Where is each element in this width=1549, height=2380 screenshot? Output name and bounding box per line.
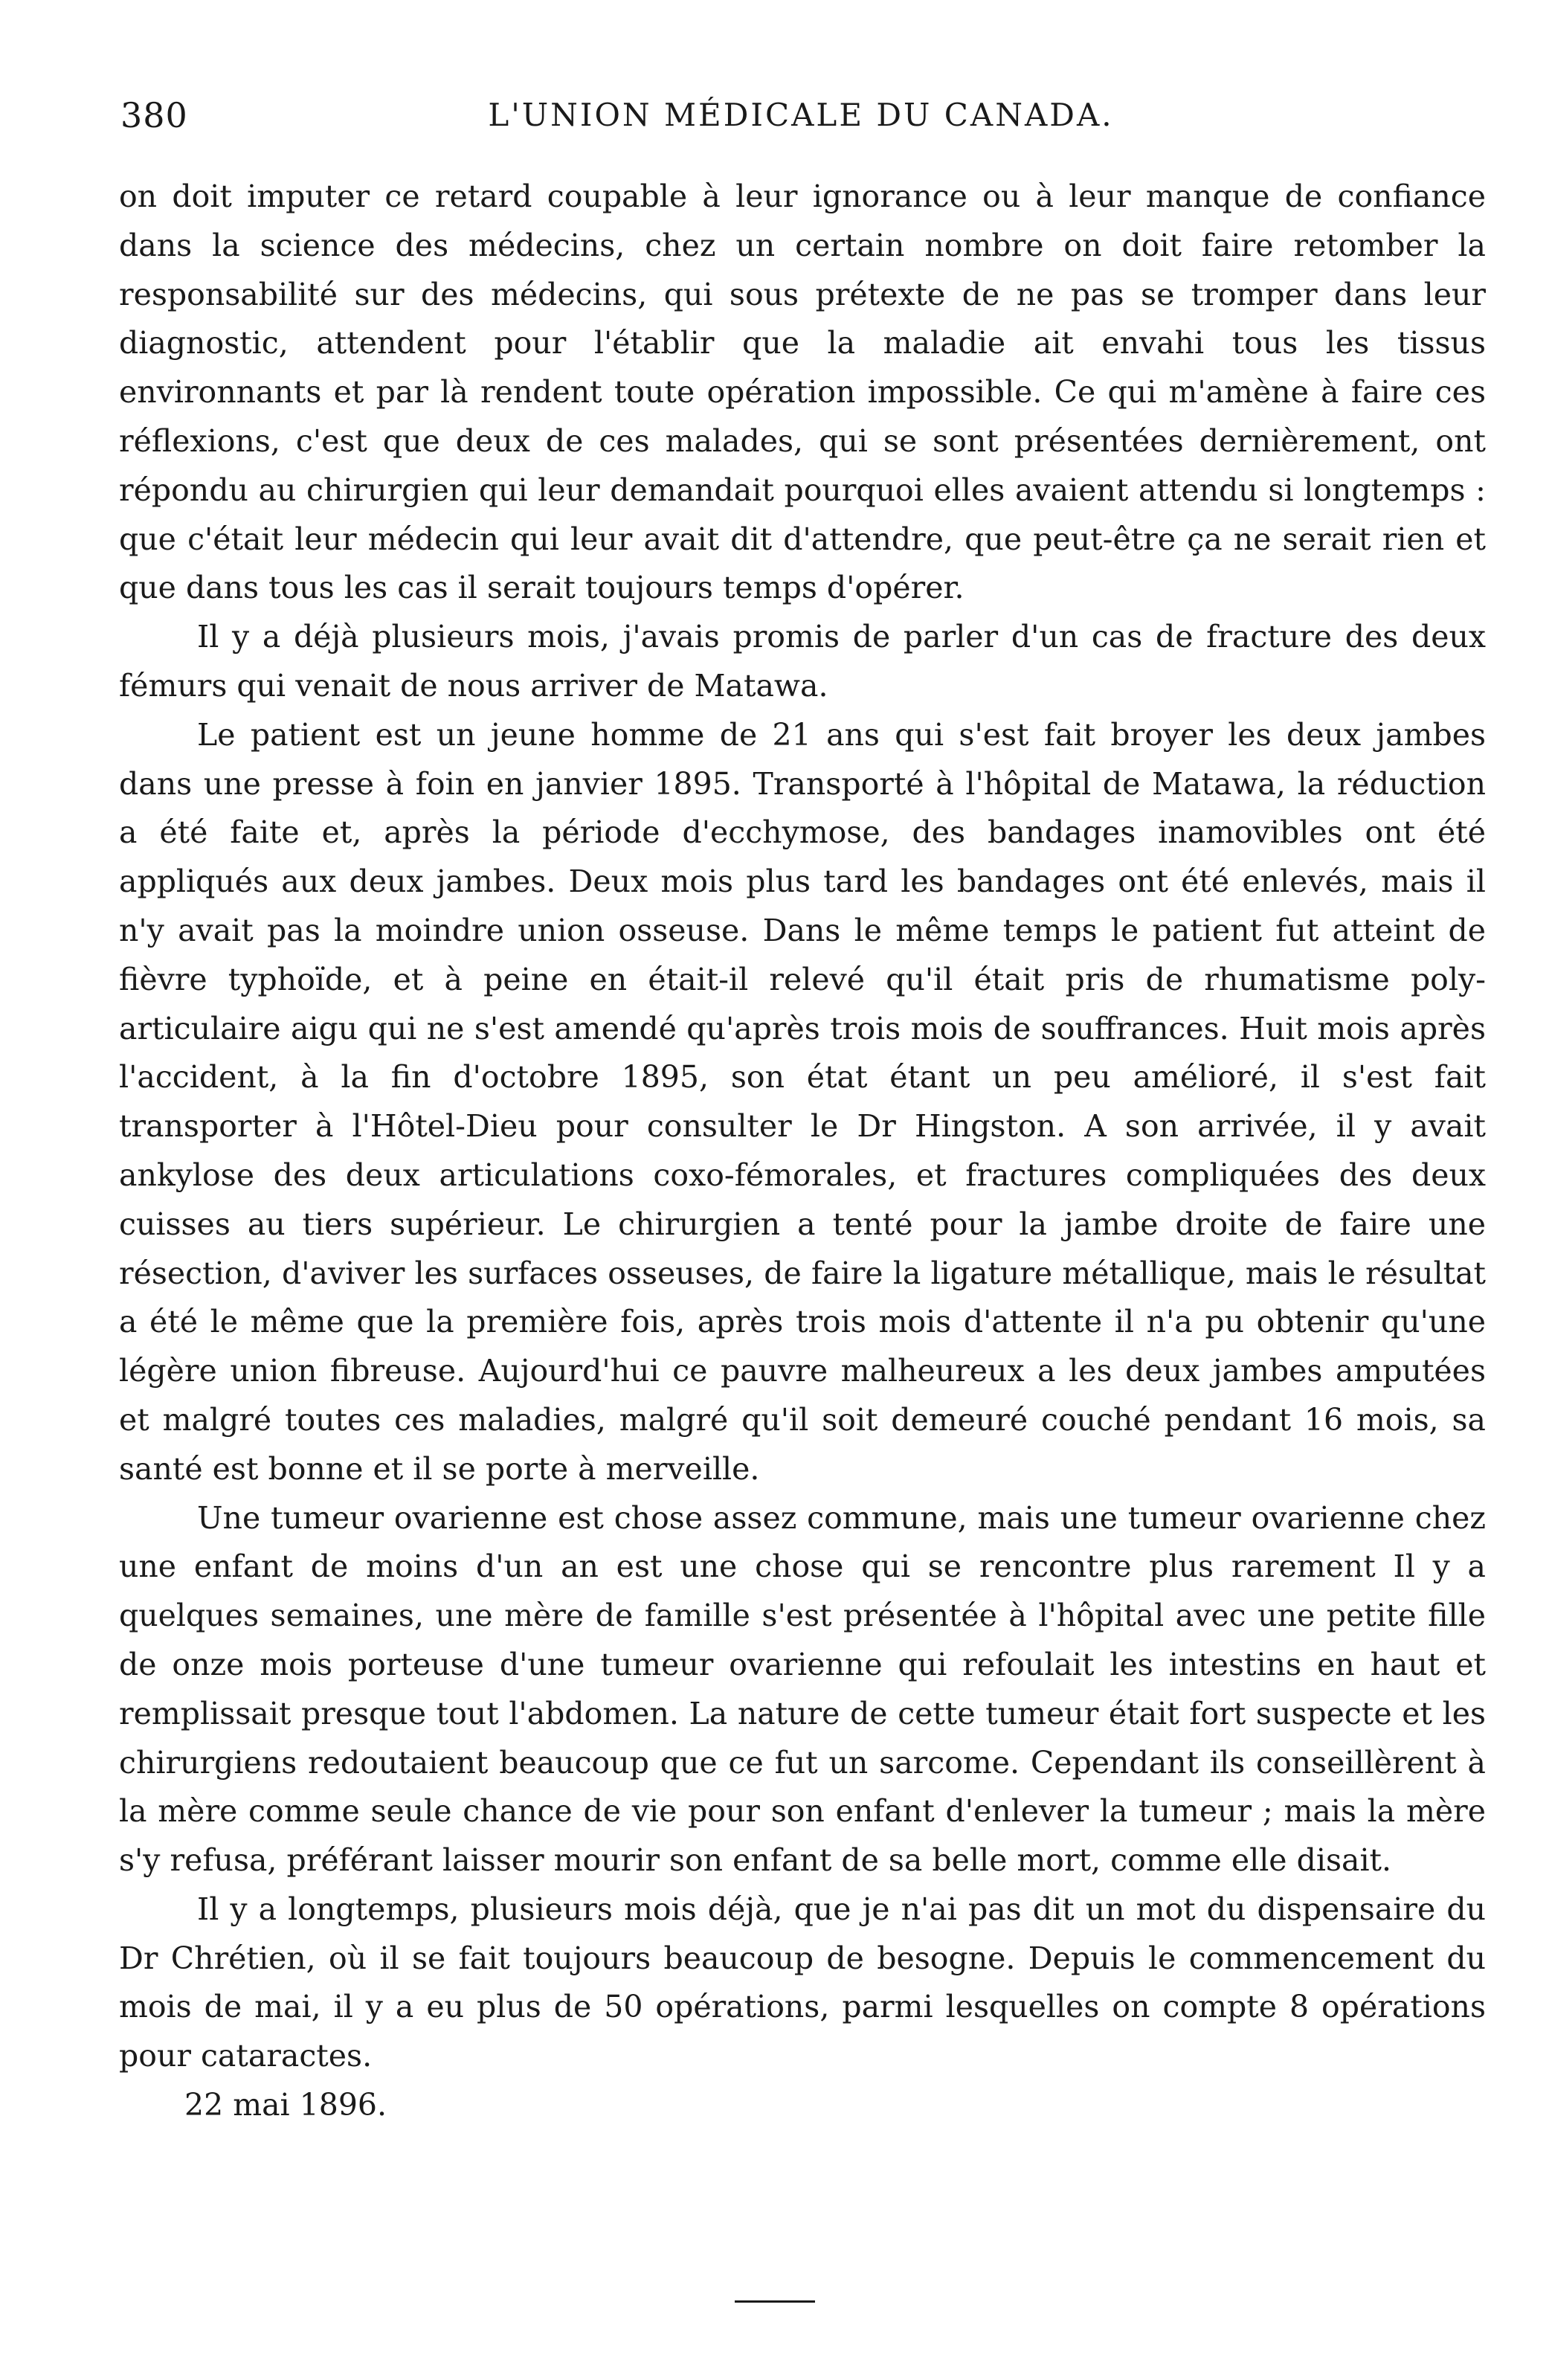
article-body <box>119 173 1486 2130</box>
paragraph-dispensary: Il y a longtemps, plusieurs mois déjà, que je n'ai pas dit un mot du dispensaire du Dr Chrétien, où il se fait toujours beaucoup de besogne. Depuis le commencement du mois de mai, il y a eu plus de 50 opérations, parmi lesquelles on compte 8 opérations pour cataractes. <box>119 1891 1486 2074</box>
running-head <box>120 89 1481 141</box>
end-rule-divider <box>735 2300 815 2303</box>
page-number: 380 <box>120 95 188 135</box>
dateline: 22 mai 1896. <box>184 2087 387 2123</box>
paragraph-ovarian-tumour: Une tumeur ovarienne est chose assez commune, mais une tumeur ovarienne chez une enfant de moins d'un an est une chose qui se rencontre plus rarement Il y a quelques semaines, une mère de famille s'est présentée à l'hôpital avec une petite fille de onze mois porteuse d'une tumeur ovarienne qui refoulait les intestins en haut et remplissait presque tout l'abdomen. La nature de cette tumeur était fort suspecte et les chirurgiens redoutaient beaucoup que ce fut un sarcome. Cependant ils conseillèrent à la mère comme seule chance de vie pour son enfant d'enlever la tumeur ; mais la mère s'y refusa, préférant laisser mourir son enfant de sa belle mort, comme elle disait. <box>119 1499 1486 1879</box>
paragraph-fracture-intro: Il y a déjà plusieurs mois, j'avais promis de parler d'un cas de fracture des deux fémurs qui venait de nous arriver de Matawa. <box>119 619 1486 704</box>
journal-title: L'UNION MÉDICALE DU CANADA. <box>488 97 1114 133</box>
paragraph-continuation: on doit imputer ce retard coupable à leur ignorance ou à leur manque de confiance dans la science des médecins, chez un certain nombre on doit faire retomber la responsabilité sur des médecins, qui sous prétexte de ne pas se tromper dans leur diagnostic, attendent pour l'établir que la maladie ait envahi tous les tissus environnants et par là rendent toute opération impossible. Ce qui m'amène à faire ces réflexions, c'est que deux de ces malades, qui se sont présentées dernièrement, ont répondu au chirurgien qui leur demandait pourquoi elles avaient attendu si longtemps : que c'était leur médecin qui leur avait dit d'attendre, que peut-être ça ne serait rien et que dans tous les cas il serait toujours temps d'opérer. <box>119 178 1486 606</box>
paragraph-fracture-case: Le patient est un jeune homme de 21 ans qui s'est fait broyer les deux jambes dans une presse à foin en janvier 1895. Transporté à l'hôpital de Matawa, la réduction a été faite et, après la période d'ecchymose, des bandages inamovibles ont été appliqués aux deux jambes. Deux mois plus tard les bandages ont été enlevés, mais il n'y avait pas la moindre union osseuse. Dans le même temps le patient fut atteint de fièvre typhoïde, et à peine en était-il relevé qu'il était pris de rhumatisme poly-articulaire aigu qui ne s'est amendé qu'après trois mois de souffrances. Huit mois après l'accident, à la fin d'octobre 1895, son état étant un peu amélioré, il s'est fait transporter à l'Hôtel-Dieu pour consulter le Dr Hingston. A son arrivée, il y avait ankylose des deux articulations coxo-fémorales, et fractures compliquées des deux cuisses au tiers supérieur. Le chirurgien a tenté pour la jambe droite de faire une résection, d'aviver les surfaces osseuses, de faire la ligature métallique, mais le résultat a été le même que la première fois, après trois mois d'attente il n'a pu obtenir qu'une légère union fibreuse. Aujourd'hui ce pauvre malheureux a les deux jambes amputées et malgré toutes ces maladies, malgré qu'il soit demeuré couché pendant 16 mois, sa santé est bonne et il se porte à merveille. <box>119 716 1486 1487</box>
